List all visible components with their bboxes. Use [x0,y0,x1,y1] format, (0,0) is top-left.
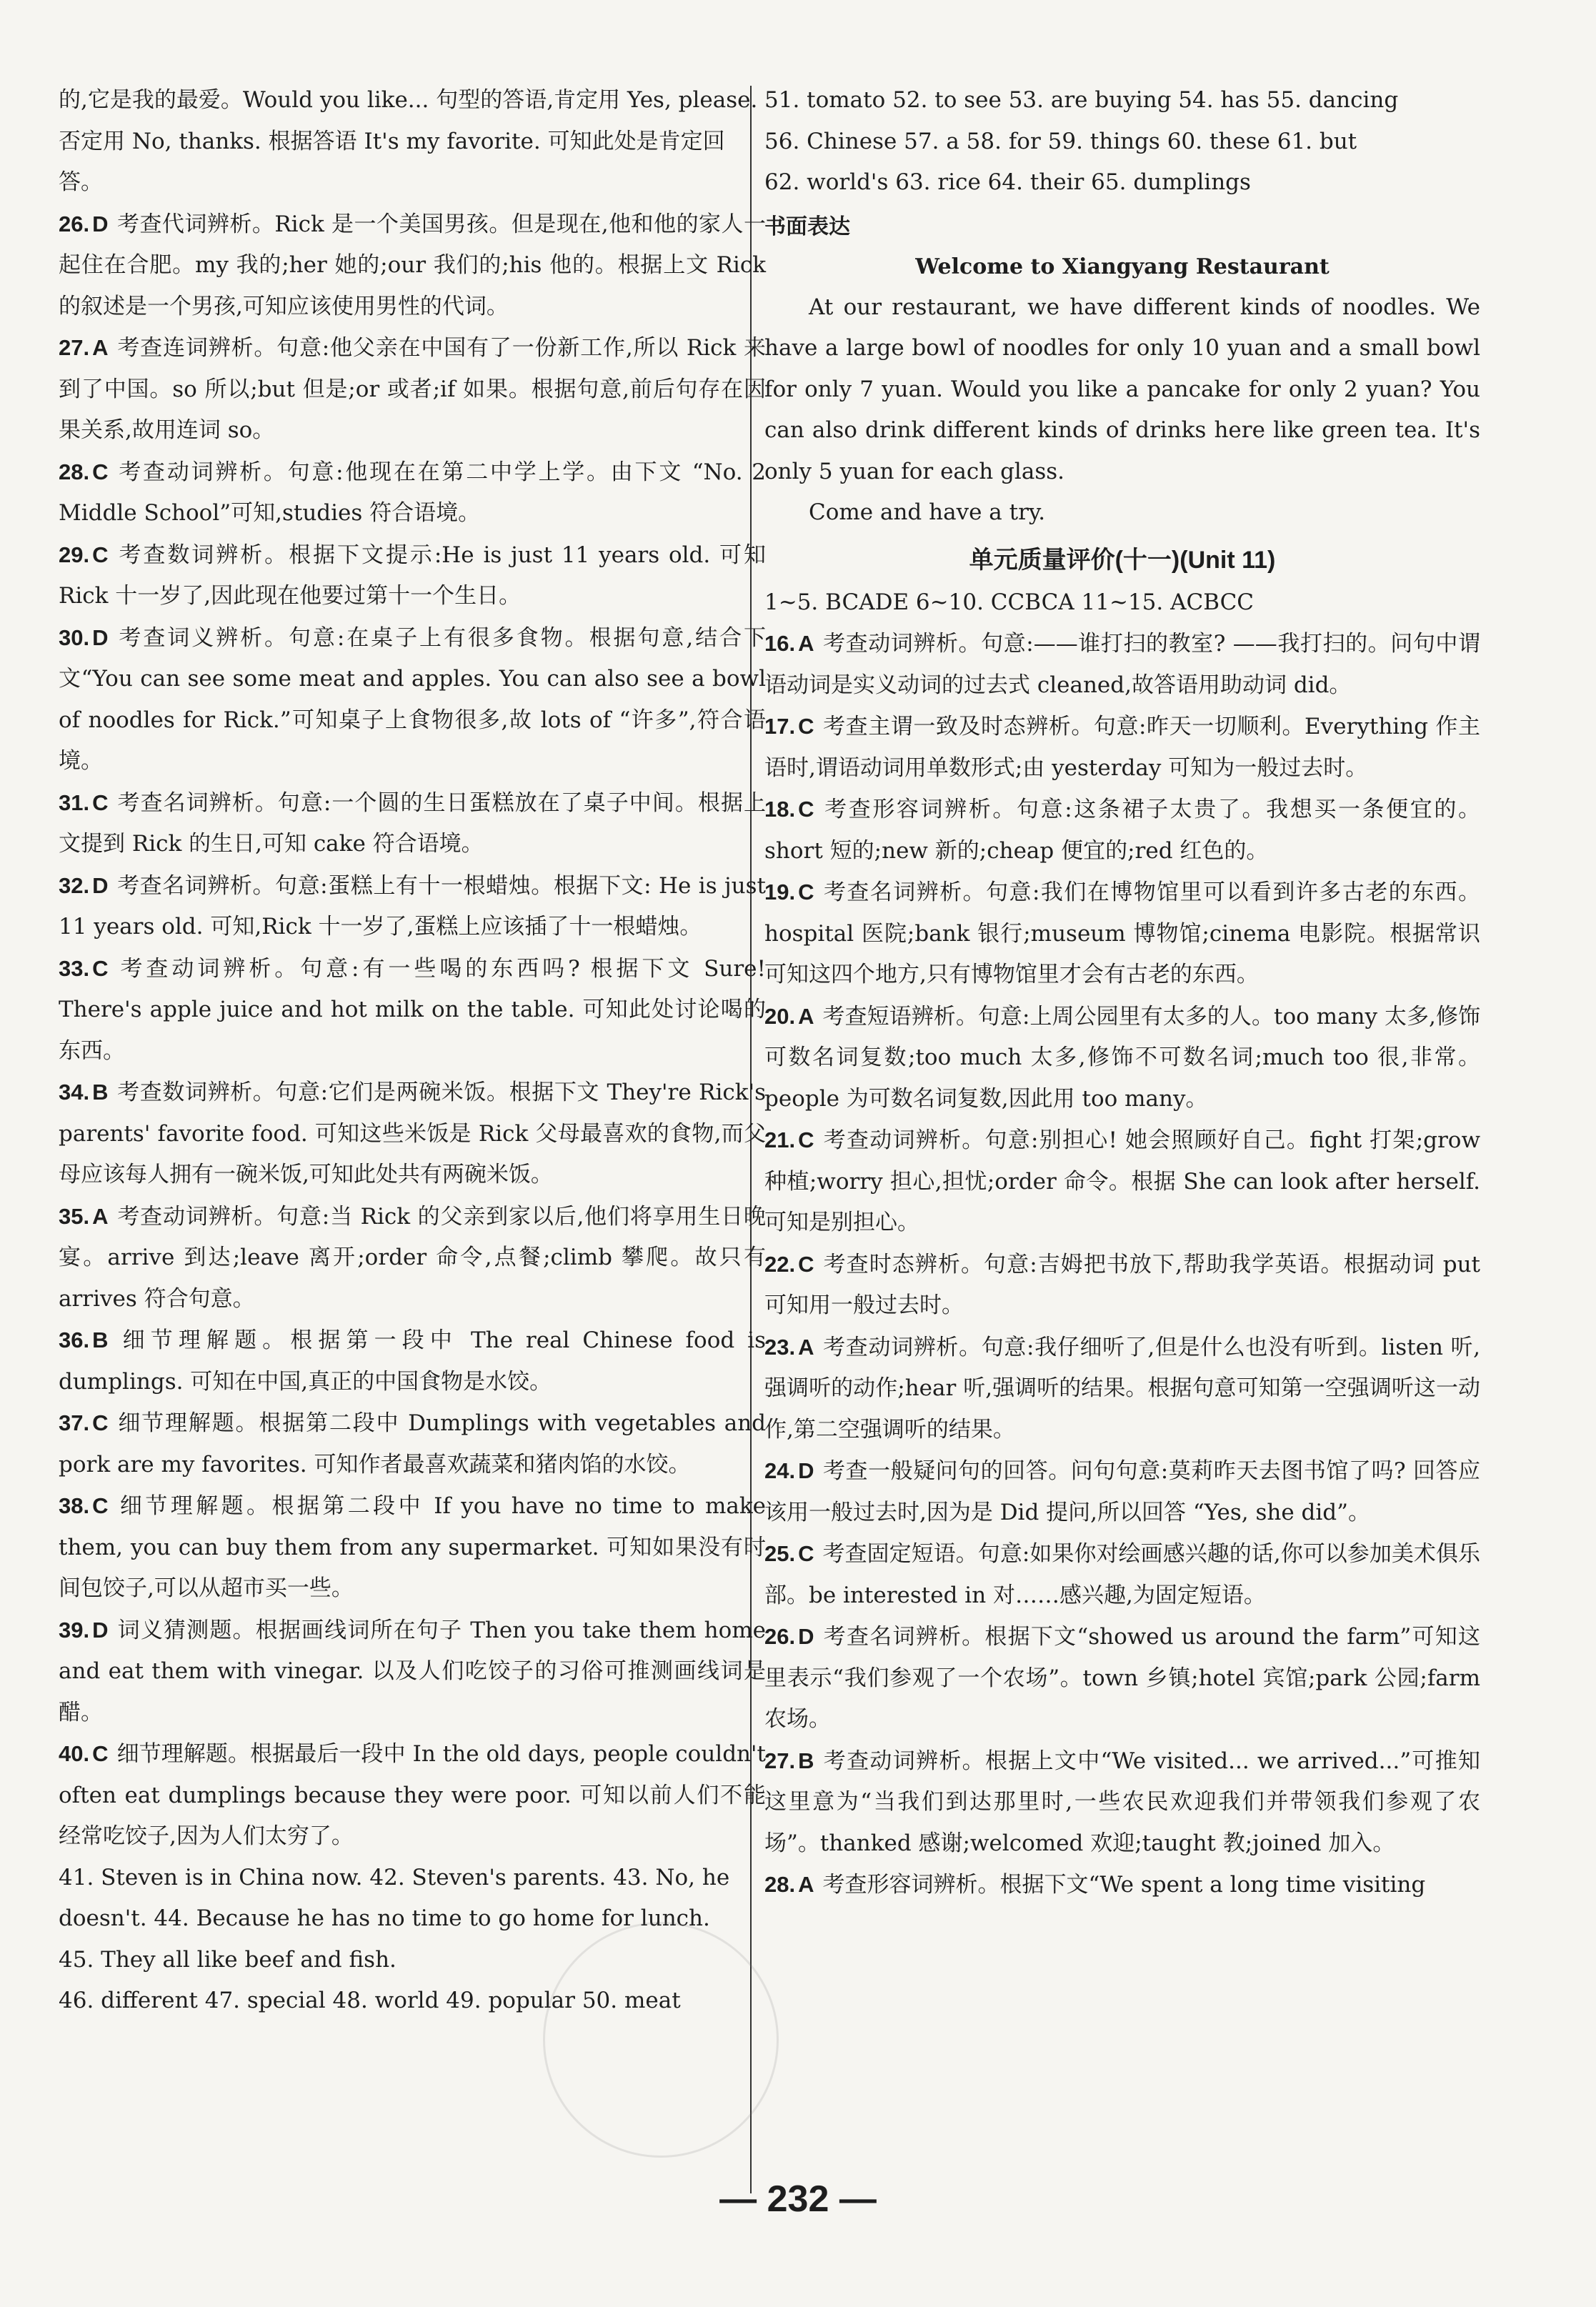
answer-item-23: 23. A 考查动词辨析。句意:我仔细听了,但是什么也没有听到。listen 听,强调听的动作;hear 听,强调听的结果。根据句意可知第一空强调听这一动作,第二空强调听的结果。 [764,1334,1480,1443]
answer-item-35: 35. A 考查动词辨析。句意:当 Rick 的父亲到家以后,他们将享用生日晚宴。arrive 到达;leave 离开;order 命令,点餐;climb 攀爬。故只有 arrives 符合句意。 [59,1203,766,1312]
essay-paragraph: Come and have a try. [809,499,1046,525]
left-column [59,80,766,2022]
essay-body [764,287,1480,534]
blank-answers-62-65: 62. world's 63. rice 64. their 65. dumplings [764,169,1251,195]
answer-item-36: 36. B 细节理解题。根据第一段中 The real Chinese food is dumplings. 可知在中国,真正的中国食物是水饺。 [59,1327,766,1395]
answer-item-26: 26. D 考查代词辨析。Rick 是一个美国男孩。但是现在,他和他的家人一起住在合肥。my 我的;her 她的;our 我们的;his 他的。根据上文 Rick 的叙述是一个男孩,可知应该使用男性的代词。 [59,211,766,319]
answer-item-18: 18. C 考查形容词辨析。句意:这条裙子太贵了。我想买一条便宜的。short 短的;new 新的;cheap 便宜的;red 红色的。 [764,797,1480,864]
unit-title: 单元质量评价(十一)(Unit 11) [969,546,1276,574]
short-answers-41-44: 41. Steven is in China now. 42. Steven's parents. 43. No, he doesn't. 44. Because he has no time to go home for lunch. [59,1864,730,1931]
answer-item-20: 20. A 考查短语辨析。句意:上周公园里有太多的人。too many 太多,修饰可数名词复数;too much 太多,修饰不可数名词;much too 很,非常。people 为可数名词复数,因此用 too many。 [764,1003,1480,1112]
blank-answers-51-55: 51. tomato 52. to see 53. are buying 54. has 55. dancing [764,87,1399,113]
answer-item-25: 25. C 考查固定短语。句意:如果你对绘画感兴趣的话,你可以参加美术俱乐部。be interested in 对……感兴趣,为固定短语。 [764,1541,1480,1608]
answer-item-37: 37. C 细节理解题。根据第二段中 Dumplings with vegetables and pork are my favorites. 可知作者最喜欢蔬菜和猪肉馅的水饺。 [59,1410,766,1478]
answer-item-19: 19. C 考查名词辨析。句意:我们在博物馆里可以看到许多古老的东西。hospital 医院;bank 银行;museum 博物馆;cinema 电影院。根据常识可知这四个地方,只有博物馆里才会有古老的东西。 [764,880,1480,987]
answer-item-39: 39. D 词义猜测题。根据画线词所在句子 Then you take them home and eat them with vinegar. 以及人们吃饺子的习俗可推测画线词是醋。 [59,1617,766,1725]
answer-item-34: 34. B 考查数词辨析。句意:它们是两碗米饭。根据下文 They're Rick's parents' favorite food. 可知这些米饭是 Rick 父母最喜欢的食物,而父母应该每人拥有一碗米饭,可知此处共有两碗米饭。 [59,1080,766,1187]
choice-answers: 1~5. BCADE 6~10. CCBCA 11~15. ACBCC [764,589,1255,615]
short-answer-45: 45. They all like beef and fish. [59,1946,396,1973]
writing-section-label: 书面表达 [764,214,850,239]
answer-item-27: 27. A 考查连词辨析。句意:他父亲在中国有了一份新工作,所以 Rick 来到了中国。so 所以;but 但是;or 或者;if 如果。根据句意,前后句存在因果关系,故用连词 so。 [59,335,766,443]
answer-item-26-unit11: 26. D 考查名词辨析。根据下文“showed us around the farm”可知这里表示“我们参观了一个农场”。town 乡镇;hotel 宾馆;park 公园;farm 农场。 [764,1624,1480,1732]
essay-title: Welcome to Xiangyang Restaurant [915,254,1330,279]
essay-paragraph: At our restaurant, we have different kinds of noodles. We have a large bowl of noodles for only 10 yuan and a small bowl for only 7 yuan. Would you like a pancake for only 2 yuan? You can also drink different kinds of drinks here like green tea. It's only 5 yuan for each glass. [764,294,1480,484]
watermark-stamp [543,1922,779,2158]
answer-item-22: 22. C 考查时态辨析。句意:吉姆把书放下,帮助我学英语。根据动词 put 可知用一般过去时。 [764,1251,1480,1318]
answer-item-27-unit11: 27. B 考查动词辨析。根据上文中“We visited... we arrived...”可推知这里意为“当我们到达那里时,一些农民欢迎我们并带领我们参观了农场”。thanked 感谢;welcomed 欢迎;taught 教;joined 加入。 [764,1748,1480,1856]
answer-item-38: 38. C 细节理解题。根据第二段中 If you have no time to make them, you can buy them from any supermarket. 可知如果没有时间包饺子,可以从超市买一些。 [59,1493,766,1601]
answer-item-33: 33. C 考查动词辨析。句意:有一些喝的东西吗? 根据下文 Sure! There's apple juice and hot milk on the table. 可知此处讨论喝的东西。 [59,955,766,1064]
answer-item-29: 29. C 考查数词辨析。根据下文提示:He is just 11 years old. 可知 Rick 十一岁了,因此现在他要过第十一个生日。 [59,542,766,609]
answer-item-21: 21. C 考查动词辨析。句意:别担心! 她会照顾好自己。fight 打架;grow 种植;worry 担心,担忧;order 命令。根据 She can look after herself. 可知是别担心。 [764,1127,1480,1235]
intro-paragraph: 的,它是我的最爱。Would you like... 句型的答语,肯定用 Yes, please. 否定用 No, thanks. 根据答语 It's my favorite. 可知此处是肯定回答。 [59,87,758,195]
answer-item-30: 30. D 考查词义辨析。句意:在桌子上有很多食物。根据句意,结合下文“You can see some meat and apples. You can also see a bowl of noodles for Rick.”可知桌子上食物很多,故 lots of “许多”,符合语境。 [59,624,766,774]
answer-item-28: 28. C 考查动词辨析。句意:他现在在第二中学上学。由下文 “No. 2 Middle School”可知,studies 符合语境。 [59,459,766,526]
answer-item-40: 40. C 细节理解题。根据最后一段中 In the old days, people couldn't often eat dumplings because they were poor. 可知以前人们不能经常吃饺子,因为人们太穷了。 [59,1741,766,1849]
answer-item-16: 16. A 考查动词辨析。句意:——谁打扫的教室? ——我打扫的。问句中谓语动词是实义动词的过去式 cleaned,故答语用助动词 did。 [764,631,1480,698]
answer-item-31: 31. C 考查名词辨析。句意:一个圆的生日蛋糕放在了桌子中间。根据上文提到 Rick 的生日,可知 cake 符合语境。 [59,789,766,857]
answer-item-17: 17. C 考查主谓一致及时态辨析。句意:昨天一切顺利。Everything 作主语时,谓语动词用单数形式;由 yesterday 可知为一般过去时。 [764,714,1480,781]
page-number: — 232 — [719,2178,877,2220]
blank-answers-46-50: 46. different 47. special 48. world 49. popular 50. meat [59,1988,681,2013]
answer-item-24: 24. D 考查一般疑问句的回答。问句句意:莫莉昨天去图书馆了吗? 回答应该用一般过去时,因为是 Did 提问,所以回答 “Yes, she did”。 [764,1458,1480,1525]
right-column [764,80,1480,1906]
answer-item-28-unit11: 28. A 考查形容词辨析。根据下文“We spent a long time visiting [764,1872,1426,1898]
blank-answers-56-61: 56. Chinese 57. a 58. for 59. things 60. these 61. but [764,128,1357,154]
answer-item-32: 32. D 考查名词辨析。句意:蛋糕上有十一根蜡烛。根据下文: He is just 11 years old. 可知,Rick 十一岁了,蛋糕上应该插了十一根蜡烛。 [59,872,766,940]
